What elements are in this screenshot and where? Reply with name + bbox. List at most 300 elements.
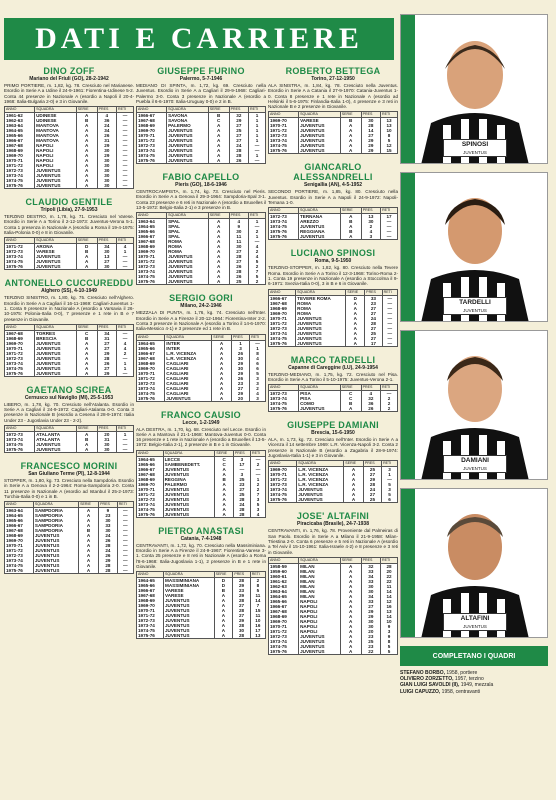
cell-goals: 6 bbox=[250, 361, 266, 366]
cell-year: 1971-72 bbox=[5, 244, 35, 250]
cell-goals: 13 bbox=[250, 633, 265, 639]
cell-goals: 17 bbox=[381, 214, 398, 220]
cell-goals: 1 bbox=[249, 128, 266, 133]
cell-year: 1969-70 bbox=[5, 341, 35, 346]
list-item-desc: 1958, portiere bbox=[446, 670, 478, 676]
cell-goals: 14 bbox=[381, 594, 398, 599]
column-header-goals: RETI bbox=[117, 107, 134, 113]
column-header-goals: RETI bbox=[249, 107, 266, 113]
cell-year: 1971-72 bbox=[137, 492, 164, 497]
cell-league: A bbox=[208, 259, 229, 264]
cell-goals: — bbox=[249, 143, 266, 148]
cell-league: A bbox=[346, 306, 365, 311]
cell-apps: 27 bbox=[365, 311, 382, 316]
cell-league: A bbox=[212, 386, 232, 391]
cell-league: A bbox=[76, 341, 97, 346]
cell-apps: 27 bbox=[229, 138, 248, 143]
player-card bbox=[400, 330, 548, 480]
list-item-desc: 1958, centravanti bbox=[441, 688, 481, 695]
cell-apps: 27 bbox=[363, 472, 381, 477]
cell-team: JUVENTUS bbox=[33, 563, 78, 568]
column-header-team: SQUADRA bbox=[164, 572, 215, 578]
cell-apps: 26 bbox=[97, 133, 116, 138]
cell-goals: — bbox=[117, 183, 134, 189]
cell-apps: 30 bbox=[97, 183, 116, 189]
cell-league: A bbox=[215, 492, 233, 497]
cell-apps: 32 bbox=[229, 113, 248, 119]
cell-goals: 2 bbox=[249, 229, 266, 234]
cell-year: 1971-72 bbox=[5, 163, 35, 168]
cell-apps: 32 bbox=[361, 396, 380, 401]
cell-apps: 28 bbox=[229, 269, 248, 274]
table-row bbox=[137, 633, 266, 639]
player-name: FABIO CAPELLO bbox=[162, 172, 240, 183]
player-block bbox=[4, 385, 134, 453]
table-row bbox=[269, 497, 398, 503]
cell-year: 1971-72 bbox=[137, 613, 164, 618]
player-birth: Lecce, 1-2-1949 bbox=[182, 419, 220, 426]
cell-league: A bbox=[76, 153, 97, 158]
cell-apps: 20 bbox=[97, 432, 116, 438]
column-header-team: SQUADRA bbox=[35, 324, 77, 330]
cell-goals: — bbox=[250, 340, 266, 346]
cell-team: JUVENTUS bbox=[35, 351, 77, 356]
cell-apps: 22 bbox=[361, 649, 380, 655]
cell-league: A bbox=[79, 553, 99, 558]
cell-goals: — bbox=[251, 467, 266, 472]
cell-apps: 30 bbox=[361, 589, 380, 594]
cell-league: A bbox=[340, 563, 361, 569]
cell-year: 1975-76 bbox=[269, 234, 299, 240]
cell-apps: 17 bbox=[365, 341, 382, 347]
cell-goals: — bbox=[117, 548, 133, 553]
cell-year: 1967-68 bbox=[137, 118, 167, 123]
card-nameplate bbox=[443, 613, 507, 631]
cell-apps: 31 bbox=[97, 437, 116, 442]
column-header-league: SERIE bbox=[76, 238, 97, 244]
cell-league: A bbox=[76, 163, 97, 168]
cell-team: JUVENTUS bbox=[167, 254, 209, 259]
cell-year: 1958-59 bbox=[269, 563, 299, 569]
cell-team: NAPOLI bbox=[299, 599, 341, 604]
player-bio: STOPPER, m. 1,80, kg. 73. Cresciuto nella Sampdoria. Esordio in Serie A a Genova il 2-2-1964: Roma-Sampdoria 2-0. Conta 11 presenze in Nazionale A (esordio ad Istanbul il 25-2-1973: Turchia-Italia 0-0) e 1 in B. bbox=[4, 478, 134, 499]
table-row bbox=[5, 447, 134, 453]
cell-apps: 25 bbox=[363, 467, 381, 473]
table-row bbox=[269, 234, 398, 240]
column-header-league: SERIE bbox=[212, 334, 232, 340]
column-header-team: SQUADRA bbox=[33, 502, 78, 508]
player-block bbox=[136, 526, 266, 639]
cell-team: VARESE bbox=[299, 118, 341, 124]
cell-apps: 25 bbox=[233, 492, 250, 497]
cell-apps: 29 bbox=[231, 361, 249, 366]
cell-league: A bbox=[346, 311, 365, 316]
cell-year: 1969-70 bbox=[137, 249, 167, 254]
cell-team: ROMA bbox=[167, 249, 209, 254]
cell-team: ARONA bbox=[35, 244, 77, 250]
cell-league: A bbox=[208, 138, 229, 143]
cell-team: JUVENTUS bbox=[167, 158, 209, 164]
cell-apps: 29 bbox=[231, 371, 249, 376]
cell-team: TERNANA bbox=[298, 214, 340, 220]
cell-goals: 8 bbox=[250, 583, 265, 588]
cell-goals: 5 bbox=[381, 644, 398, 649]
cell-team: JUVENTUS bbox=[167, 133, 209, 138]
cell-apps: 26 bbox=[229, 274, 248, 279]
player-name: ROBERTO BETTEGA bbox=[285, 66, 381, 76]
cell-year: 1964-65 bbox=[137, 340, 165, 346]
player-bio: SECONDO PORTIERE, m. 1,85, kg. 80. Cresciuto nella Juventus. Esordio in Serie A a Napoli il 24-9-1972: Napoli-Ternana 1-0. bbox=[268, 189, 398, 206]
cell-league: A bbox=[79, 508, 99, 514]
cell-year: 1968-69 bbox=[137, 477, 164, 482]
player-bio: TERZINO-STOPPER, m. 1,82, kg. 80. Cresciuto nella Tevere Roma. Esordio in Serie A a Torino il 12-3-1968: Torino-Roma 2-1. Conta 19 presenze in Nazionale A (esordio a Stoccolma il 9-6-1971: Svezia-Italia 0-0), 3 in B e 6 in Giovanile. bbox=[268, 265, 398, 287]
cell-team: JUVENTUS bbox=[35, 442, 77, 447]
cell-year: 1972-73 bbox=[5, 356, 35, 361]
cell-team: NAPOLI bbox=[299, 624, 341, 629]
cell-year: 1972-73 bbox=[269, 326, 296, 331]
cell-apps: 13 bbox=[361, 214, 380, 220]
player-bio: MEDIANO DI SPINTA, m. 1,72, kg. 69. Cresciuto nella Juventus. Esordio in Serie A a Cagliari il 29-9-1968: Cagliari-Palermo 3-0. Conta 3 presenze in Nazionale A (esordio a Puebla il 6-6-1970: Italia-Uruguay 0-0) e 2 in B. bbox=[136, 83, 266, 104]
cell-apps: 25 bbox=[361, 639, 380, 644]
cell-year: 1972-73 bbox=[5, 432, 35, 438]
cell-year: 1972-73 bbox=[137, 143, 167, 148]
cell-apps: 29 bbox=[233, 618, 250, 623]
cell-league: A bbox=[208, 279, 229, 285]
cell-year: 1960-61 bbox=[269, 574, 299, 579]
cell-goals: — bbox=[117, 264, 134, 270]
cell-team: JUVENTUS bbox=[35, 356, 77, 361]
cell-league: A bbox=[214, 633, 233, 639]
cell-goals: — bbox=[117, 148, 134, 153]
column-header-goals: RETI bbox=[381, 385, 398, 391]
cell-year: 1973-74 bbox=[137, 623, 164, 628]
player-birth: Roma, 9-5-1950 bbox=[314, 258, 352, 265]
cell-team: PISA bbox=[299, 396, 341, 401]
cell-goals: — bbox=[117, 158, 134, 163]
cell-year: 1974-75 bbox=[269, 401, 299, 406]
cell-apps: 30 bbox=[97, 158, 116, 163]
cell-league: A bbox=[79, 523, 99, 528]
cell-league: A bbox=[208, 219, 229, 225]
cell-league: A bbox=[76, 259, 97, 264]
cell-league: A bbox=[208, 269, 229, 274]
cell-goals: 1 bbox=[117, 361, 134, 366]
career-table bbox=[4, 237, 134, 270]
cell-year: 1975-76 bbox=[137, 158, 167, 164]
cell-goals: — bbox=[117, 163, 134, 168]
cell-goals: 5 bbox=[381, 138, 398, 143]
cell-league: A bbox=[214, 618, 233, 623]
column-header-apps: PRES bbox=[363, 461, 381, 467]
cell-goals: 3 bbox=[251, 497, 266, 502]
cell-apps: 33 bbox=[365, 295, 382, 301]
player-card bbox=[400, 488, 548, 638]
cell-team: INTER bbox=[165, 346, 212, 351]
list-item-name: LUIGI CAPUZZO, bbox=[400, 688, 441, 695]
cell-year: 1968-69 bbox=[269, 614, 299, 619]
column-header-goals: RETI bbox=[117, 238, 134, 244]
cell-team: JUVENTUS bbox=[299, 123, 341, 128]
player-block bbox=[136, 293, 266, 401]
cell-league: A bbox=[212, 396, 232, 402]
cell-team: JUVENTUS bbox=[167, 259, 209, 264]
cell-league: A bbox=[79, 533, 99, 538]
cell-year: 1964-65 bbox=[137, 224, 167, 229]
card-player-name: ALTAFINI bbox=[460, 615, 490, 622]
cell-team: COMO bbox=[299, 401, 341, 406]
cell-goals: 10 bbox=[381, 128, 398, 133]
cell-goals: — bbox=[117, 553, 133, 558]
cell-team: PALERMO bbox=[167, 123, 209, 128]
cell-league: A bbox=[76, 366, 97, 371]
cell-year: 1974-75 bbox=[269, 143, 299, 148]
career-table bbox=[268, 557, 398, 655]
cell-goals: — bbox=[117, 133, 134, 138]
cell-league: A bbox=[208, 153, 229, 158]
cell-year: 1974-75 bbox=[137, 274, 167, 279]
cell-apps: 25 bbox=[229, 279, 248, 285]
cell-apps: 29 bbox=[99, 558, 118, 563]
cell-goals: 1 bbox=[117, 249, 134, 254]
cell-team: JUVENTUS bbox=[164, 598, 215, 603]
cell-year: 1973-74 bbox=[5, 361, 35, 366]
cell-league: A bbox=[215, 497, 233, 502]
column-header-team: SQUADRA bbox=[298, 208, 340, 214]
column-header-league: SERIE bbox=[340, 557, 361, 563]
cell-team: JUVENTUS bbox=[297, 492, 344, 497]
cell-year: 1974-75 bbox=[137, 628, 164, 633]
cell-apps: 36 bbox=[361, 401, 380, 406]
cell-league: D bbox=[76, 244, 97, 250]
cell-goals: — bbox=[251, 456, 266, 462]
cell-team: CAGLIARI bbox=[165, 381, 212, 386]
cell-team: UDINESE bbox=[35, 118, 77, 123]
cell-goals: 14 bbox=[250, 598, 265, 603]
cell-year: 1974-75 bbox=[137, 153, 167, 158]
cell-team: JUVENTUS bbox=[35, 366, 77, 371]
cell-year: 1974-75 bbox=[269, 492, 297, 497]
cell-apps: 26 bbox=[231, 351, 249, 356]
cell-league: B bbox=[76, 249, 97, 254]
cell-team: JUVENTUS bbox=[299, 133, 341, 138]
player-birth: Senigallia (AN), 4-5-1952 bbox=[303, 182, 363, 189]
cell-apps: 4 bbox=[361, 391, 380, 397]
cell-apps: 30 bbox=[361, 624, 380, 629]
cell-apps: 28 bbox=[233, 497, 250, 502]
table-row bbox=[5, 264, 134, 270]
cell-apps: 27 bbox=[233, 487, 250, 492]
column-header-goals: RETI bbox=[117, 426, 134, 432]
cell-year: 1967-68 bbox=[5, 528, 34, 533]
cell-apps: 3 bbox=[231, 346, 249, 351]
cell-league: A bbox=[208, 158, 229, 164]
cell-league: B bbox=[208, 113, 229, 119]
cell-team: ROMA bbox=[167, 239, 209, 244]
cell-year: 1966-67 bbox=[137, 588, 164, 593]
player-name: GIUSEPPE FURINO bbox=[157, 66, 245, 76]
cell-league: A bbox=[76, 158, 97, 163]
cell-goals: 8 bbox=[381, 639, 398, 644]
cell-goals: 22 bbox=[381, 579, 398, 584]
cell-goals: 2 bbox=[249, 264, 266, 269]
column-header-team: SQUADRA bbox=[163, 450, 215, 456]
player-birth: Pieris (GO), 18-6-1946 bbox=[175, 182, 227, 189]
cell-apps: 28 bbox=[99, 568, 118, 574]
career-table bbox=[136, 334, 266, 402]
cell-team: JUVENTUS bbox=[163, 497, 215, 502]
cell-goals: — bbox=[382, 336, 397, 341]
cell-team: NAPOLI bbox=[35, 153, 77, 158]
cell-league: A bbox=[76, 371, 97, 377]
cell-goals: 5 bbox=[381, 649, 398, 655]
cell-league: D bbox=[346, 295, 365, 301]
cell-team: MANTOVA bbox=[35, 133, 77, 138]
cell-league: A bbox=[76, 173, 97, 178]
cell-year: 1972-73 bbox=[137, 618, 164, 623]
cell-league: A bbox=[76, 133, 97, 138]
cell-team: JUVENTUS bbox=[167, 153, 209, 158]
column-header-apps: PRES bbox=[361, 385, 380, 391]
cell-year: 1975-76 bbox=[5, 568, 34, 574]
player-birth: Capanne di Careggine (LU), 24-9-1954 bbox=[288, 364, 378, 371]
cell-year: 1973-74 bbox=[269, 396, 299, 401]
cell-team: JUVENTUS bbox=[35, 447, 77, 453]
cell-team: ROMA bbox=[296, 301, 346, 306]
cell-apps: 23 bbox=[233, 482, 250, 487]
cell-league: A bbox=[208, 234, 229, 239]
cell-year: 1967-68 bbox=[269, 301, 296, 306]
cell-year: 1970-71 bbox=[5, 543, 34, 548]
cell-apps: 33 bbox=[361, 569, 380, 574]
cell-goals: — bbox=[249, 158, 266, 164]
cell-team: ATALANTA bbox=[35, 437, 77, 442]
cell-goals: — bbox=[381, 391, 398, 397]
cell-year: 1973-74 bbox=[5, 558, 34, 563]
cell-league: A bbox=[76, 148, 97, 153]
player-name: CLAUDIO GENTILE bbox=[25, 197, 113, 208]
cell-team: SPAL bbox=[167, 219, 209, 225]
cell-goals: 5 bbox=[382, 492, 398, 497]
cell-year: 1959-60 bbox=[269, 569, 299, 574]
cell-year: 1969-70 bbox=[137, 366, 165, 371]
player-block bbox=[268, 420, 398, 503]
cell-league: A bbox=[76, 113, 97, 119]
cell-team: NAPOLI bbox=[299, 619, 341, 624]
cell-league: A bbox=[215, 482, 233, 487]
column-header-league: SERIE bbox=[340, 208, 361, 214]
cell-team: L.R. VICENZA bbox=[297, 467, 344, 473]
cell-apps: 26 bbox=[229, 264, 248, 269]
cell-goals: 15 bbox=[381, 148, 398, 154]
cell-apps: 34 bbox=[97, 128, 116, 133]
cell-team: ROMA bbox=[296, 306, 346, 311]
column-header-league: SERIE bbox=[344, 461, 364, 467]
cell-year: 1961-62 bbox=[5, 113, 35, 119]
cell-league: A bbox=[79, 543, 99, 548]
cell-goals: 4 bbox=[249, 254, 266, 259]
cell-league: A bbox=[79, 548, 99, 553]
cell-year: 1966-67 bbox=[269, 295, 296, 301]
cell-goals: 3 bbox=[250, 381, 266, 386]
cell-apps: 29 bbox=[233, 593, 250, 598]
cell-league: A bbox=[340, 629, 361, 634]
player-birth: Catania, 7-4-1948 bbox=[180, 535, 222, 542]
cell-year: 1975-76 bbox=[5, 183, 35, 189]
cell-league: A bbox=[340, 639, 361, 644]
cell-team: CAGLIARI bbox=[165, 366, 212, 371]
cell-year: 1966-67 bbox=[137, 113, 167, 119]
player-name: FRANCO CAUSIO bbox=[161, 409, 241, 420]
cell-goals: 12 bbox=[381, 143, 398, 148]
table-row bbox=[137, 396, 266, 402]
column-header-apps: PRES bbox=[233, 450, 250, 456]
cell-apps: 3 bbox=[233, 472, 250, 477]
column-header-league: SERIE bbox=[214, 572, 233, 578]
cell-league: A bbox=[340, 214, 361, 220]
list-item bbox=[400, 689, 550, 695]
career-table bbox=[4, 324, 134, 377]
cell-goals: — bbox=[382, 477, 398, 482]
cell-team: JUVENTUS bbox=[167, 148, 209, 153]
cell-league: A bbox=[346, 341, 365, 347]
cell-team: CAGLIARI bbox=[165, 386, 212, 391]
cell-goals: 8 bbox=[250, 351, 266, 356]
cell-league: B bbox=[340, 118, 361, 124]
cell-year: 1972-73 bbox=[137, 264, 167, 269]
column-header-apps: PRES bbox=[361, 557, 380, 563]
cell-goals: 10 bbox=[381, 619, 398, 624]
cell-year: 1966-67 bbox=[5, 523, 34, 528]
cell-apps: 30 bbox=[229, 244, 248, 249]
cell-goals: — bbox=[117, 518, 133, 523]
cell-team: NAPOLI bbox=[35, 158, 77, 163]
cell-league: A bbox=[214, 623, 233, 628]
column-header-year: ANNO bbox=[137, 450, 164, 456]
cell-team: JUVENTUS bbox=[167, 128, 209, 133]
cell-apps: 30 bbox=[97, 447, 116, 453]
column-header-team: SQUADRA bbox=[167, 107, 209, 113]
player-bio: ALA DESTRA, m. 1,70, kg. 68. Cresciuto nel Lecce. Esordio in Serie A a Mantova il 21-1-1968: Mantova-Juventus 0-0. Conta 16 presenze e 1 rete in Nazionale A (esordio a Bruxelles il 13-5-1972: Belgio-Italia 2-1), 2 presenze in B e 1 in Giovanile. bbox=[136, 426, 266, 448]
cell-year: 1970-71 bbox=[5, 346, 35, 351]
cell-league: A bbox=[340, 234, 361, 240]
cell-league: A bbox=[208, 244, 229, 249]
cell-league: A bbox=[214, 613, 233, 618]
cell-year: 1967-68 bbox=[137, 593, 164, 598]
cell-apps: 28 bbox=[229, 254, 248, 259]
cell-apps: 23 bbox=[361, 644, 380, 649]
cell-team: MILAN bbox=[299, 574, 341, 579]
cell-apps: 33 bbox=[361, 599, 380, 604]
cell-goals: 13 bbox=[381, 123, 398, 128]
cell-year: 1965-66 bbox=[5, 133, 35, 138]
card-team-name: JUVENTUS bbox=[463, 466, 487, 471]
column-header-league: SERIE bbox=[346, 289, 365, 295]
cell-goals: — bbox=[117, 568, 133, 574]
cell-apps: 28 bbox=[361, 123, 380, 128]
cell-goals: — bbox=[382, 301, 397, 306]
career-table bbox=[4, 106, 134, 189]
cell-team: ROMA bbox=[296, 311, 346, 316]
cell-league: A bbox=[76, 168, 97, 173]
cell-team: SPAL bbox=[167, 224, 209, 229]
cell-year: 1969-70 bbox=[269, 619, 299, 624]
cell-year: 1963-64 bbox=[5, 508, 34, 514]
cell-apps: 26 bbox=[229, 158, 248, 164]
column-header-team: SQUADRA bbox=[299, 385, 341, 391]
cell-league: B bbox=[340, 219, 361, 224]
cell-year: 1967-68 bbox=[137, 472, 164, 477]
career-table bbox=[136, 106, 266, 164]
